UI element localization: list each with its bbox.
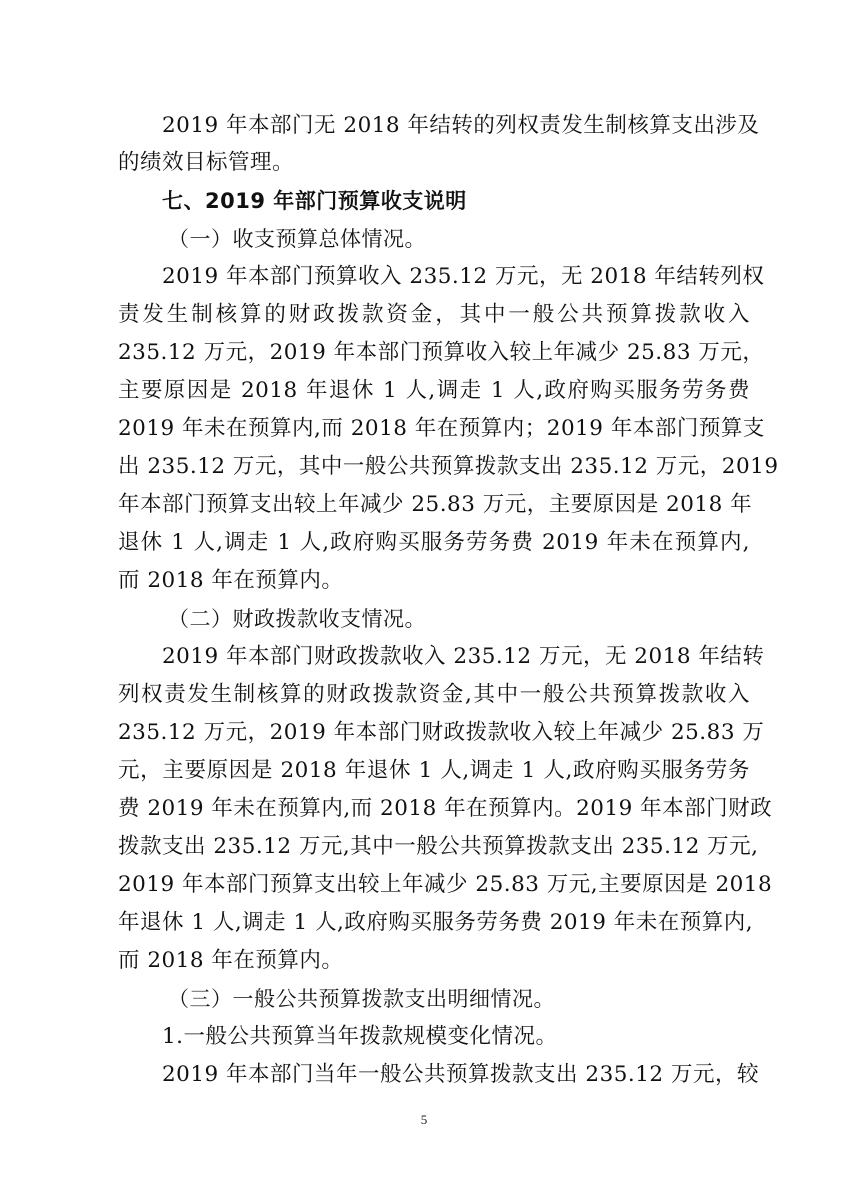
paragraph-line: 2019 年未在预算内,而 2018 年在预算内；2019 年本部门预算支 xyxy=(118,416,765,441)
paragraph-line: 235.12 万元，2019 年本部门财政拨款收入较上年减少 25.83 万 xyxy=(118,720,765,745)
paragraph-line: 235.12 万元，2019 年本部门预算收入较上年减少 25.83 万元， xyxy=(118,340,765,365)
paragraph-line: 的绩效目标管理。 xyxy=(118,150,295,175)
paragraph-line: 责发生制核算的财政拨款资金，其中一般公共预算拨款收入 xyxy=(118,302,750,327)
paragraph-line: 2019 年本部门财政拨款收入 235.12 万元，无 2018 年结转 xyxy=(162,644,765,669)
paragraph-line: 列权责发生制核算的财政拨款资金,其中一般公共预算拨款收入 xyxy=(118,682,750,707)
paragraph-line: 费 2019 年未在预算内,而 2018 年在预算内。2019 年本部门财政 xyxy=(118,796,773,821)
paragraph-line: 出 235.12 万元，其中一般公共预算拨款支出 235.12 万元，2019 xyxy=(118,454,779,479)
paragraph-line: 2019 年本部门无 2018 年结转的列权责发生制核算支出涉及 xyxy=(162,113,760,138)
paragraph-line: 年退休 1 人,调走 1 人,政府购买服务劳务费 2019 年未在预算内, xyxy=(118,910,754,935)
page-number: 5 xyxy=(420,1112,428,1127)
paragraph-line: 而 2018 年在预算内。 xyxy=(118,948,344,973)
paragraph-line: 而 2018 年在预算内。 xyxy=(118,568,344,593)
paragraph-line: 2019 年本部门预算支出较上年减少 25.83 万元,主要原因是 2018 xyxy=(118,872,773,897)
subsection-heading: （一）收支预算总体情况。 xyxy=(168,227,426,251)
subsection-heading: （二）财政拨款收支情况。 xyxy=(168,607,426,631)
subsection-heading: （三）一般公共预算拨款支出明细情况。 xyxy=(168,987,555,1011)
paragraph-line: 元，主要原因是 2018 年退休 1 人,调走 1 人,政府购买服务劳务 xyxy=(118,758,750,783)
list-item-heading: 1.一般公共预算当年拨款规模变化情况。 xyxy=(162,1024,558,1049)
paragraph-line: 年本部门预算支出较上年减少 25.83 万元，主要原因是 2018 年 xyxy=(118,492,753,517)
paragraph-line: 拨款支出 235.12 万元,其中一般公共预算拨款支出 235.12 万元, xyxy=(118,834,759,859)
paragraph-line: 退休 1 人,调走 1 人,政府购买服务劳务费 2019 年未在预算内, xyxy=(118,530,750,555)
paragraph-line: 主要原因是 2018 年退休 1 人,调走 1 人,政府购买服务劳务费 xyxy=(118,378,750,403)
paragraph-line: 2019 年本部门当年一般公共预算拨款支出 235.12 万元，较 xyxy=(162,1062,759,1087)
paragraph-line: 2019 年本部门预算收入 235.12 万元，无 2018 年结转列权 xyxy=(162,264,765,289)
section-heading: 七、2019 年部门预算收支说明 xyxy=(162,189,467,213)
